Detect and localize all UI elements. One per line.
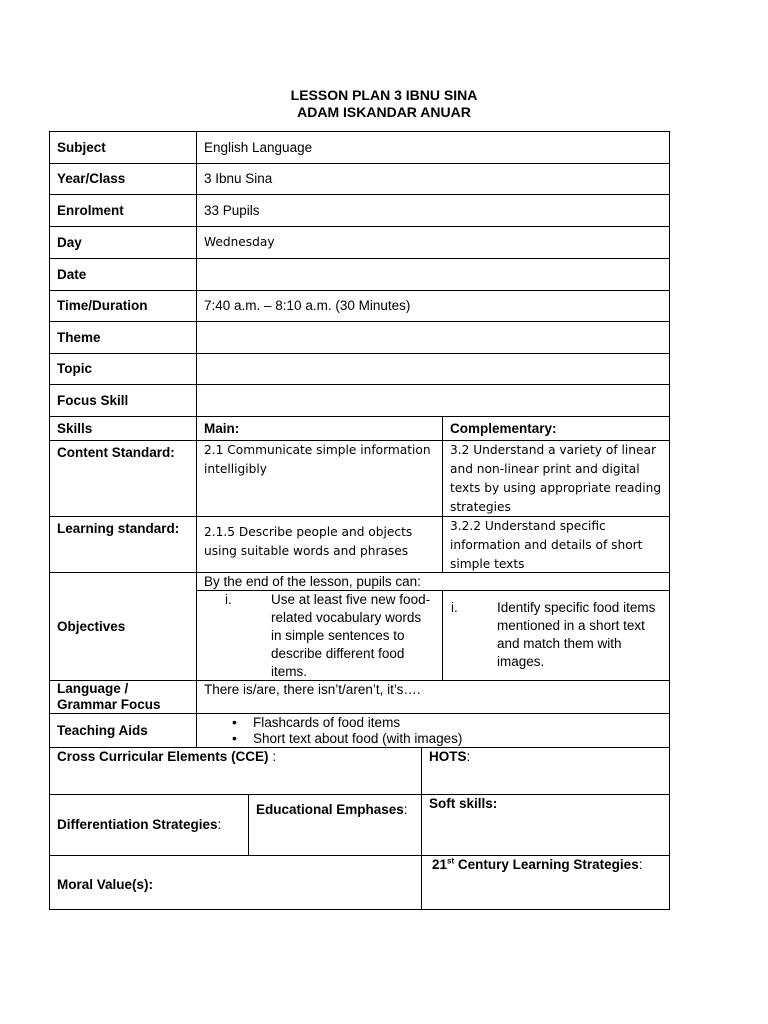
teaching-aid-item: • Flashcards of food items — [204, 715, 662, 731]
objective-comp-number: i. — [451, 600, 458, 615]
objective-complementary — [442, 590, 670, 681]
teaching-aid-item: • Short text about food (with images) — [204, 731, 662, 747]
date-label: Date — [49, 258, 197, 291]
hots-cell — [421, 747, 670, 795]
century-strategies-cell — [421, 855, 670, 910]
objectives-label: Objectives — [49, 572, 197, 681]
cce-cell — [49, 747, 422, 795]
century-label: Century Learning Strategies — [454, 857, 639, 872]
learning-standard-main: 2.1.5 Describe people and objects using suitable words and phrases — [196, 516, 443, 573]
differentiation-suffix: : — [217, 817, 222, 832]
moral-values-cell: Moral Value(s): — [49, 855, 422, 910]
century-suffix: : — [638, 857, 643, 872]
year-class-label: Year/Class — [49, 163, 197, 195]
theme-value — [196, 321, 670, 354]
educational-emphases-cell — [248, 794, 422, 856]
year-class-value: 3 Ibnu Sina — [196, 163, 670, 195]
educational-emphases-suffix: : — [403, 802, 408, 817]
language-label-line2: Grammar Focus — [57, 696, 161, 712]
topic-value — [196, 353, 670, 385]
skills-main-header: Main: — [196, 416, 443, 441]
content-standard-complementary: 3.2 Understand a variety of linear and non-linear print and digital texts by using appropriate reading strategies — [442, 440, 670, 517]
soft-skills-cell: Soft skills: — [421, 794, 670, 856]
date-value — [196, 258, 670, 291]
day-label: Day — [49, 226, 197, 259]
enrolment-value: 33 Pupils — [196, 194, 670, 227]
objective-main-number: i. — [225, 592, 232, 607]
language-value: There is/are, there isn’t/aren’t, it’s…. — [196, 680, 670, 714]
enrolment-label: Enrolment — [49, 194, 197, 227]
century-number: 21 — [432, 857, 448, 872]
time-value: 7:40 a.m. – 8:10 a.m. (30 Minutes) — [196, 290, 670, 322]
teaching-aids-label: Teaching Aids — [49, 713, 197, 748]
cce-suffix: : — [268, 749, 277, 764]
century-superscript: st — [447, 856, 455, 866]
focus-skill-label: Focus Skill — [49, 384, 197, 417]
lesson-plan-title: LESSON PLAN 3 IBNU SINA — [290, 87, 478, 103]
hots-label: HOTS — [429, 749, 467, 764]
language-label — [49, 680, 197, 714]
objectives-intro: By the end of the lesson, pupils can: — [196, 572, 670, 591]
subject-value: English Language — [196, 131, 670, 164]
differentiation-cell — [49, 794, 249, 856]
skills-label: Skills — [49, 416, 197, 441]
teacher-name: ADAM ISKANDAR ANUAR — [297, 104, 471, 120]
objective-main-text: Use at least five new food-related vocabulary words in simple sentences to describe different food items. — [271, 592, 431, 679]
subject-label: Subject — [49, 131, 197, 164]
theme-label: Theme — [49, 321, 197, 354]
teaching-aids-list — [204, 715, 662, 746]
educational-emphases-label: Educational Emphases — [256, 802, 404, 817]
cce-label: Cross Curricular Elements (CCE) — [57, 749, 269, 764]
teaching-aids-value — [196, 713, 670, 748]
skills-complementary-header: Complementary: — [442, 416, 670, 441]
learning-standard-label: Learning standard: — [49, 516, 197, 573]
objective-comp-text: Identify specific food items mentioned in a short text and match them with images. — [497, 600, 656, 669]
hots-suffix: : — [466, 749, 471, 764]
focus-skill-value — [196, 384, 670, 417]
content-standard-label: Content Standard: — [49, 440, 197, 517]
differentiation-label: Differentiation Strategies — [57, 817, 218, 832]
day-value: Wednesday — [196, 226, 670, 259]
topic-label: Topic — [49, 353, 197, 385]
content-standard-main: 2.1 Communicate simple information intelligibly — [196, 440, 443, 517]
language-label-line1: Language / — [57, 681, 129, 696]
learning-standard-complementary: 3.2.2 Understand specific information and details of short simple texts — [442, 516, 670, 573]
time-label: Time/Duration — [49, 290, 197, 322]
objective-main — [196, 590, 443, 681]
